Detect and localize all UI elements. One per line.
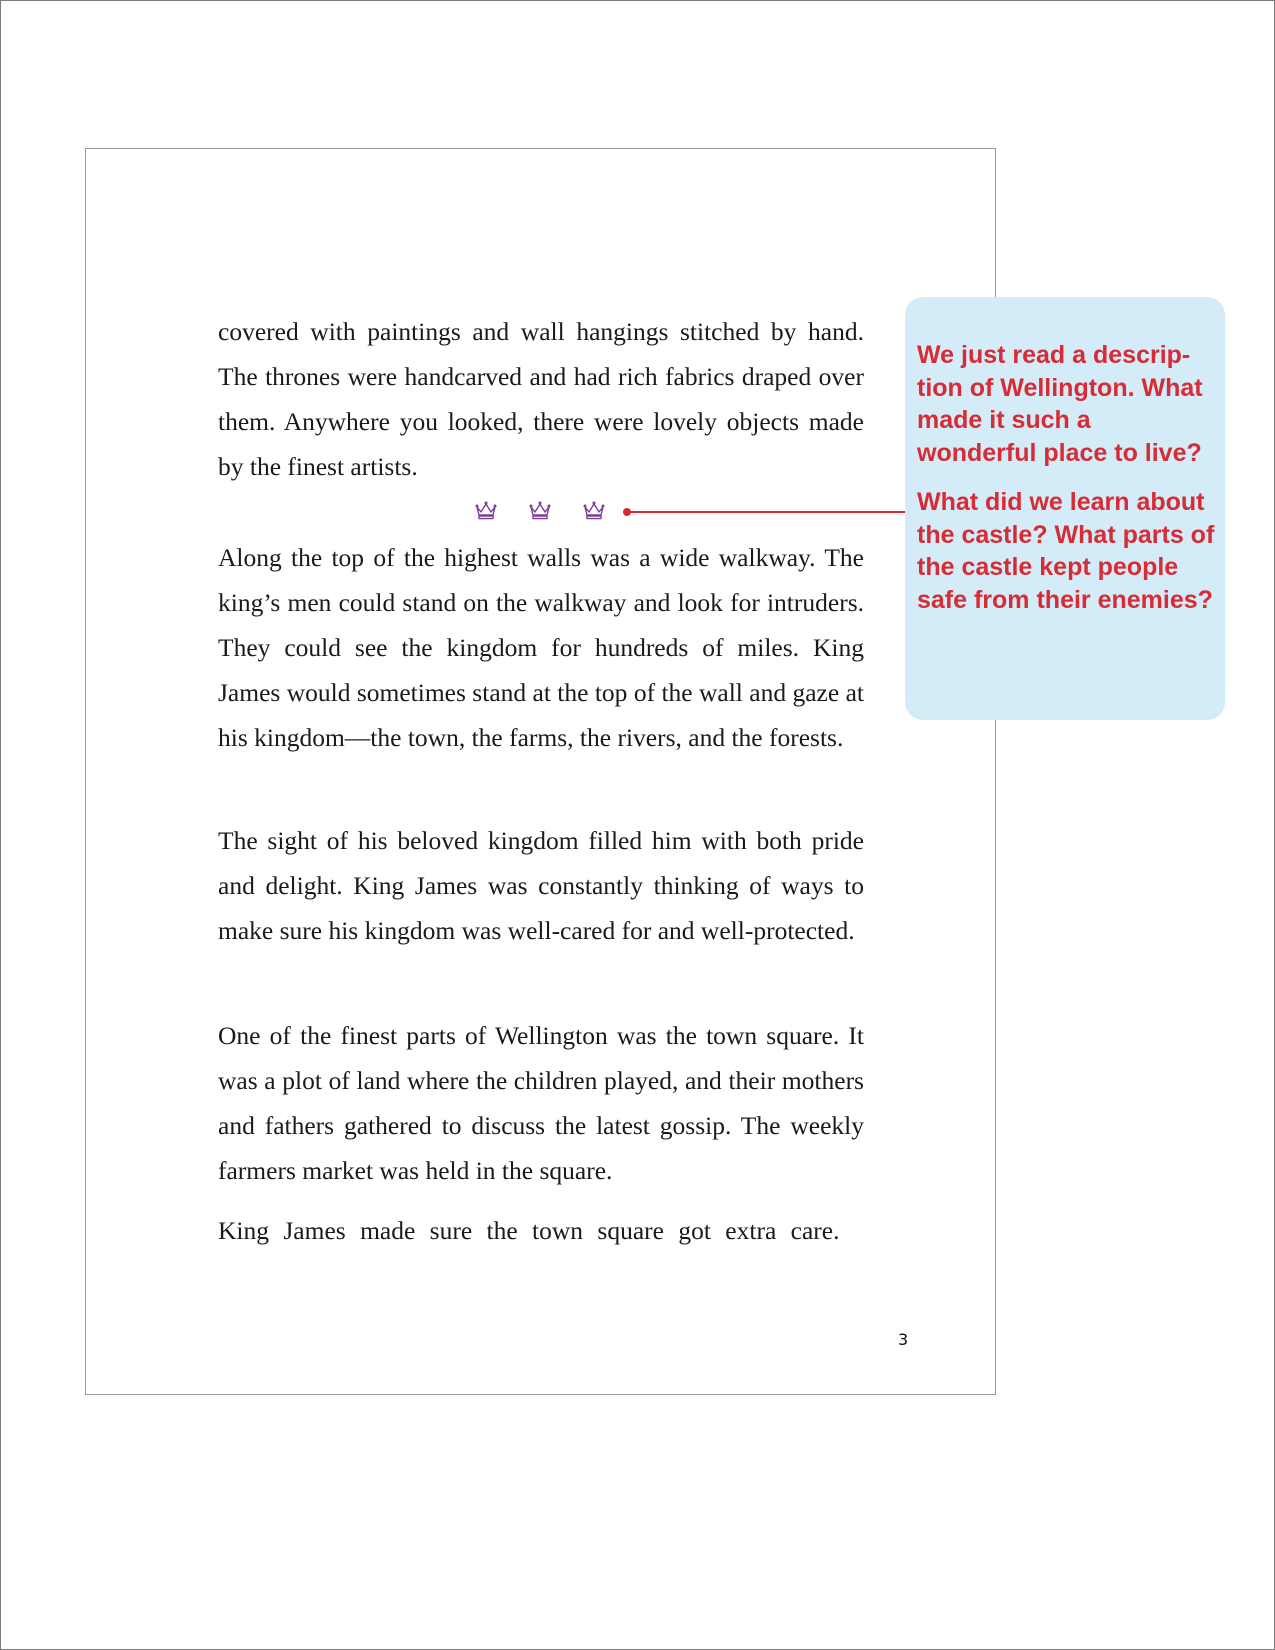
paragraph: One of the finest parts of Wellington was the town square. It was a plot of land where the children played, and their mothers and fathers gathered to discuss the latest gossip. The weekly farmers market was held in the square. <box>218 1021 864 1185</box>
crown-icon <box>528 500 552 520</box>
crown-icon <box>582 500 606 520</box>
paragraph: The sight of his beloved kingdom filled him with both pride and delight. King James was constantly thinking of ways to make sure his kingdom was well-cared for and well-protected. <box>218 826 864 945</box>
page-number: 3 <box>898 1330 909 1349</box>
paragraph: covered with paintings and wall hangings stitched by hand. The thrones were handcarved and had rich fabrics draped over them. Anywhere you looked, there were lovely objects made by the finest artists. <box>218 317 864 481</box>
callout-question: What did we learn about the castle? What parts of the castle kept people safe from their enemies? <box>917 488 1215 614</box>
paragraph: Along the top of the highest walls was a wide walkway. The king’s men could stand on the walkway and look for intruders. They could see the kingdom for hundreds of miles. King James would sometimes stand at the top of the wall and gaze at his kingdom—the town, the farms, the rivers, and the forests. <box>218 543 864 752</box>
paragraph: King James made sure the town square got extra care. <box>218 1216 840 1245</box>
callout-question: We just read a descrip-tion of Wellington. What made it such a wonderful place to live? <box>917 341 1203 467</box>
callout-connector-line <box>630 511 905 513</box>
crown-icon <box>474 500 498 520</box>
teacher-callout-box <box>905 297 1225 720</box>
